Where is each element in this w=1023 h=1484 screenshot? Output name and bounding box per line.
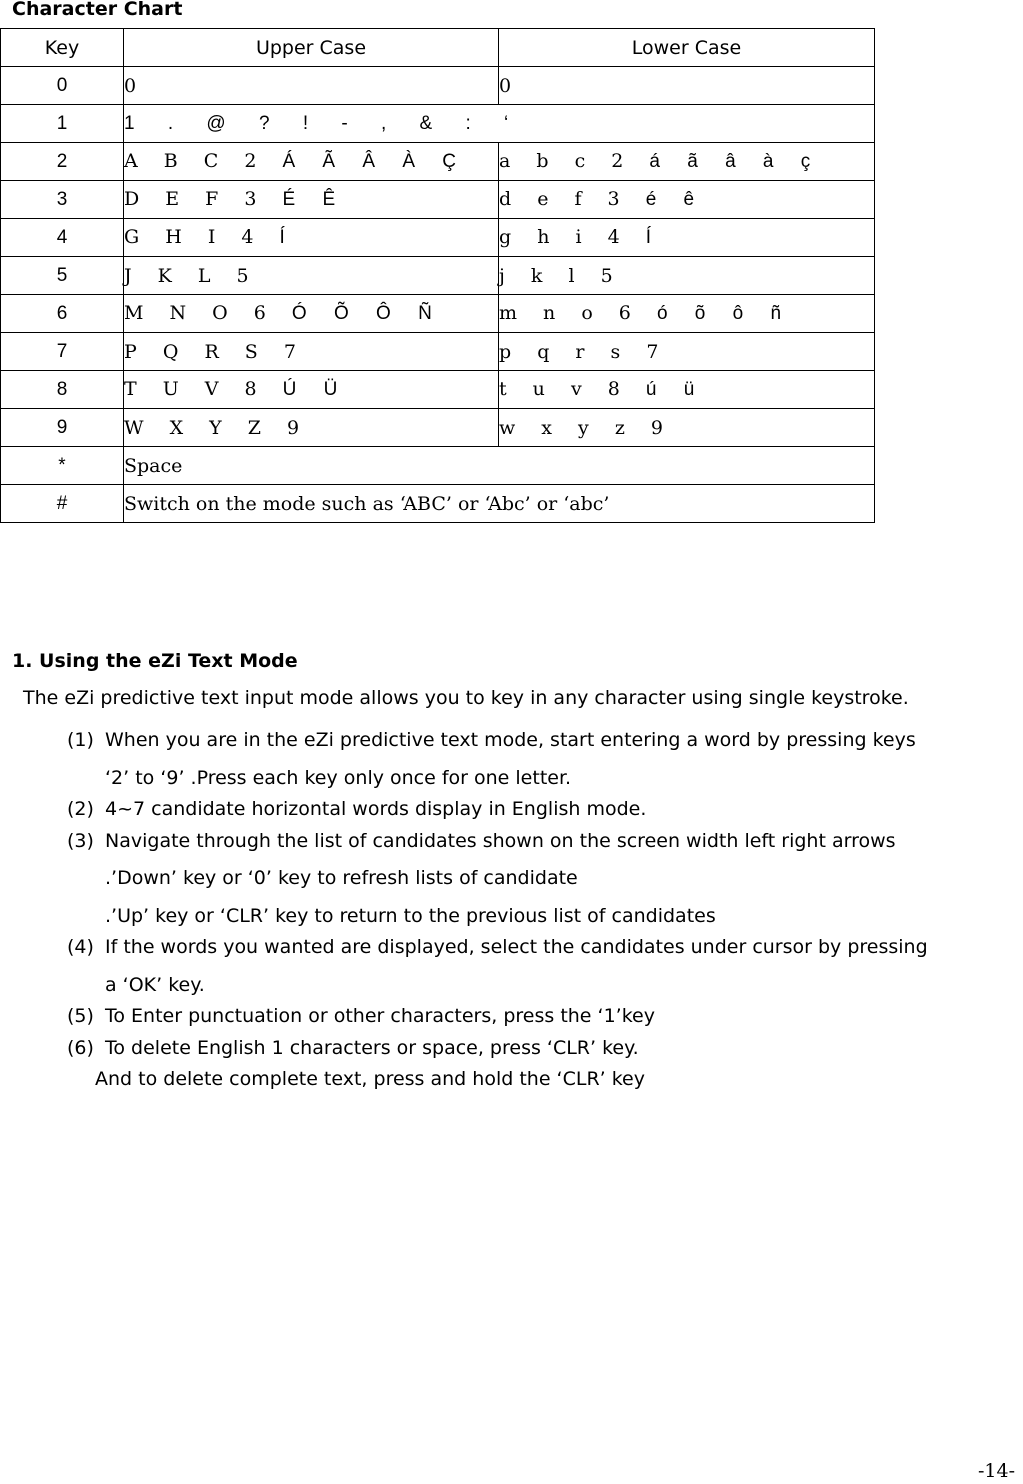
lower-plain-chars: a b c 2	[499, 150, 634, 172]
step-line: To Enter punctuation or other characters, press the ‘1’key	[105, 1005, 655, 1027]
step-line: To delete English 1 characters or space, press ‘CLR’ key.	[105, 1036, 639, 1059]
step-line: .’Up’ key or ‘CLR’ key to return to the previous list of candidates	[105, 904, 716, 927]
step-number: (6)	[67, 1036, 94, 1059]
table-row	[1, 181, 875, 219]
key-cell: 3	[1, 181, 124, 219]
lower-accented-chars: ó õ ô ñ	[656, 303, 793, 324]
lower-plain-chars: d e f 3	[499, 188, 630, 210]
lower-case-cell	[499, 371, 875, 409]
upper-case-cell	[124, 257, 499, 295]
lower-case-cell	[499, 67, 875, 105]
upper-case-cell	[124, 67, 499, 105]
lower-case-cell	[499, 181, 875, 219]
upper-case-cell	[124, 181, 499, 219]
key-cell: 9	[1, 409, 124, 447]
lower-case-cell	[499, 257, 875, 295]
table-row	[1, 219, 875, 257]
lower-accented-chars: Í	[645, 227, 663, 248]
table-row	[1, 485, 875, 523]
lower-plain-chars: w x y z 9	[499, 416, 673, 439]
key-cell: 4	[1, 219, 124, 257]
character-chart-table	[0, 28, 875, 523]
list-item	[12, 1030, 1023, 1068]
step-number: (5)	[67, 1005, 94, 1027]
key-cell: 0	[1, 67, 124, 105]
table-header-row	[1, 29, 875, 67]
step-line: a ‘OK’ key.	[105, 973, 205, 996]
upper-plain-chars: P Q R S 7	[124, 340, 306, 363]
table-row	[1, 447, 875, 485]
step-line: When you are in the eZi predictive text mode, start entering a word by pressing keys	[105, 729, 916, 751]
table-row	[1, 371, 875, 409]
upper-accented-chars: Í	[279, 227, 296, 248]
section-intro: The eZi predictive text input mode allows you to key in any character using single keystroke.	[23, 687, 909, 709]
table-row	[1, 333, 875, 371]
lower-case-cell	[499, 143, 875, 181]
lower-case-cell	[499, 333, 875, 371]
list-item	[12, 929, 1023, 1004]
merged-text-cell: Switch on the mode such as ‘ABC’ or ‘Abc’ or ‘abc’	[124, 485, 875, 523]
table-row	[1, 409, 875, 447]
header-upper-case: Upper Case	[124, 29, 499, 67]
lower-case-cell	[499, 409, 875, 447]
upper-case-cell	[124, 409, 499, 447]
table-row	[1, 143, 875, 181]
header-lower-case: Lower Case	[499, 29, 875, 67]
lower-accented-chars: á ã â à ç	[649, 151, 822, 172]
step-line: Navigate through the list of candidates shown on the screen width left right arrows	[105, 829, 896, 852]
step-line: ‘2’ to ‘9’ .Press each key only once for one letter.	[105, 766, 572, 789]
ezi-text-mode-section	[12, 648, 1023, 1098]
upper-case-cell	[124, 143, 499, 181]
upper-plain-chars: G H I 4	[124, 226, 264, 248]
list-item	[12, 823, 1023, 936]
key-cell: 6	[1, 295, 124, 333]
section-title: 1. Using the eZi Text Mode	[12, 650, 298, 672]
upper-accented-chars: É Ê	[282, 189, 347, 210]
key-cell: 8	[1, 371, 124, 409]
key-cell: 5	[1, 257, 124, 295]
table-row	[1, 295, 875, 333]
key-cell: 2	[1, 143, 124, 181]
upper-plain-chars: J K L 5	[124, 264, 259, 287]
step-continuation: And to delete complete text, press and hold the ‘CLR’ key	[95, 1068, 645, 1090]
lower-plain-chars: t u v 8	[499, 378, 630, 400]
step-number: (4)	[67, 936, 94, 958]
step-line: If the words you wanted are displayed, select the candidates under cursor by pressing	[105, 936, 928, 958]
upper-plain-chars: M N O 6	[124, 302, 276, 324]
key-cell: 1	[1, 105, 124, 143]
merged-chars-cell: 1 . @ ? ! - , & : ‘	[124, 105, 875, 143]
upper-plain-chars: A B C 2	[124, 150, 267, 172]
lower-plain-chars: 0	[499, 74, 522, 97]
lower-plain-chars: p q r s 7	[499, 340, 669, 363]
lower-accented-chars: ú ü	[645, 379, 706, 400]
upper-plain-chars: D E F 3	[124, 188, 267, 210]
lower-plain-chars: j k l 5	[499, 264, 623, 287]
upper-case-cell	[124, 333, 499, 371]
step-number: (3)	[67, 829, 94, 852]
lower-case-cell	[499, 295, 875, 333]
upper-case-cell	[124, 371, 499, 409]
key-cell: 7	[1, 333, 124, 371]
key-cell: #	[1, 485, 124, 523]
key-cell: *	[1, 447, 124, 485]
upper-plain-chars: 0	[124, 74, 147, 97]
upper-case-cell	[124, 295, 499, 333]
step-line: 4~7 candidate horizontal words display in English mode.	[105, 798, 647, 820]
upper-accented-chars: Ú Ü	[282, 379, 349, 400]
header-key: Key	[1, 29, 124, 67]
table-row	[1, 67, 875, 105]
table-row	[1, 105, 875, 143]
upper-case-cell	[124, 219, 499, 257]
upper-plain-chars: T U V 8	[124, 378, 267, 400]
step-number: (1)	[67, 729, 94, 751]
page-number: -14-	[977, 1460, 1015, 1482]
table-row	[1, 257, 875, 295]
upper-accented-chars: Ó Õ Ô Ñ	[291, 303, 443, 324]
steps-list	[12, 722, 1023, 1067]
merged-text-cell: Space	[124, 447, 875, 485]
lower-case-cell	[499, 219, 875, 257]
step-line: .’Down’ key or ‘0’ key to refresh lists of candidate	[105, 867, 578, 889]
lower-plain-chars: m n o 6	[499, 302, 641, 324]
list-item	[12, 722, 1023, 797]
chart-body	[1, 67, 875, 523]
lower-plain-chars: g h i 4	[499, 226, 630, 248]
chart-title: Character Chart	[12, 0, 183, 20]
upper-plain-chars: W X Y Z 9	[124, 416, 310, 439]
lower-accented-chars: é ê	[645, 189, 706, 210]
upper-accented-chars: Á Ã Â À Ç	[282, 151, 468, 172]
step-number: (2)	[67, 798, 94, 820]
